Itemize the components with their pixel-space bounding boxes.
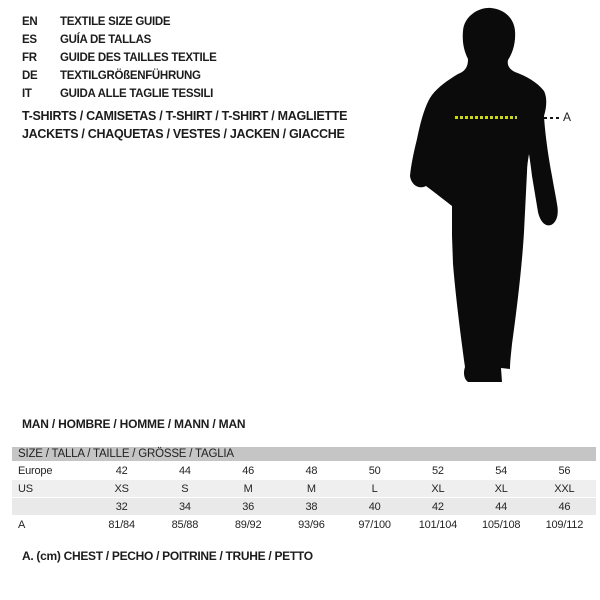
language-row xyxy=(22,13,217,31)
size-value-cell: 81/84 xyxy=(108,518,135,531)
size-table-header: SIZE / TALLA / TAILLE / GRÖSSE / TAGLIA xyxy=(12,447,596,461)
size-value-cell: XXL xyxy=(554,482,575,495)
size-value-cell: 54 xyxy=(495,464,508,477)
row-label: Europe xyxy=(18,464,53,477)
size-value-cell: 46 xyxy=(242,464,255,477)
size-value-cell: 85/88 xyxy=(171,518,199,531)
chest-measure-leader xyxy=(544,117,559,119)
man-silhouette-icon xyxy=(400,0,570,395)
size-value-cell: 105/108 xyxy=(481,518,521,531)
size-value-cell: 40 xyxy=(368,500,381,513)
size-value-cell: M xyxy=(306,482,316,495)
size-value-cell: 52 xyxy=(431,464,444,477)
language-row xyxy=(22,31,217,49)
size-value-cell: 93/96 xyxy=(298,518,325,531)
size-value-cell: 44 xyxy=(495,500,508,513)
category-line-tshirts: T-SHIRTS / CAMISETAS / T-SHIRT / T-SHIRT / MAGLIETTE xyxy=(22,109,348,123)
measure-label-a: A xyxy=(563,110,572,124)
row-label: US xyxy=(18,482,33,495)
language-row xyxy=(22,67,217,85)
size-value-cell: 44 xyxy=(178,464,191,477)
size-value-cell: 38 xyxy=(305,500,318,513)
table-row xyxy=(12,497,596,515)
language-list xyxy=(22,13,217,103)
size-value-cell: 101/104 xyxy=(418,518,458,531)
table-row xyxy=(12,461,596,479)
table-row xyxy=(12,479,596,497)
size-value-cell: XS xyxy=(114,482,129,495)
category-titles xyxy=(22,107,347,143)
size-value-cell: 109/112 xyxy=(545,518,584,531)
section-title: MAN / HOMBRE / HOMME / MANN / MAN xyxy=(22,417,246,431)
category-line-jackets: JACKETS / CHAQUETAS / VESTES / JACKEN / GIACCHE xyxy=(22,127,345,141)
table-row xyxy=(12,515,596,533)
size-value-cell: 50 xyxy=(368,464,381,477)
size-value-cell: 42 xyxy=(115,464,128,477)
size-table xyxy=(12,447,596,533)
language-row xyxy=(22,49,217,67)
language-code: EN xyxy=(22,16,38,28)
size-value-cell: XL xyxy=(494,482,508,495)
size-value-cell: S xyxy=(181,482,189,495)
language-code: IT xyxy=(22,88,32,100)
row-label: A xyxy=(18,518,26,531)
size-value-cell: L xyxy=(371,482,378,495)
language-label: TEXTILGRÖßENFÜHRUNG xyxy=(60,70,201,82)
language-code: DE xyxy=(22,70,38,82)
language-label: GUÍA DE TALLAS xyxy=(60,34,151,46)
size-value-cell: 46 xyxy=(558,500,571,513)
size-value-cell: M xyxy=(243,482,253,495)
language-code: FR xyxy=(22,52,37,64)
size-table-body xyxy=(12,461,596,533)
size-value-cell: 34 xyxy=(178,500,191,513)
size-value-cell: XL xyxy=(431,482,445,495)
size-value-cell: 48 xyxy=(305,464,318,477)
language-label: GUIDA ALLE TAGLIE TESSILI xyxy=(60,88,214,100)
size-value-cell: 56 xyxy=(558,464,571,477)
language-row xyxy=(22,85,217,103)
size-value-cell: 89/92 xyxy=(234,518,262,531)
language-code: ES xyxy=(22,34,37,46)
language-label: GUIDE DES TAILLES TEXTILE xyxy=(60,52,217,64)
language-label: TEXTILE SIZE GUIDE xyxy=(60,16,171,28)
size-value-cell: 42 xyxy=(431,500,444,513)
measurement-footnote: A. (cm) CHEST / PECHO / POITRINE / TRUHE / PETTO xyxy=(22,549,313,563)
chest-measure-line xyxy=(455,116,517,119)
size-value-cell: 97/100 xyxy=(358,518,391,531)
size-value-cell: 36 xyxy=(242,500,255,513)
size-value-cell: 32 xyxy=(115,500,128,513)
